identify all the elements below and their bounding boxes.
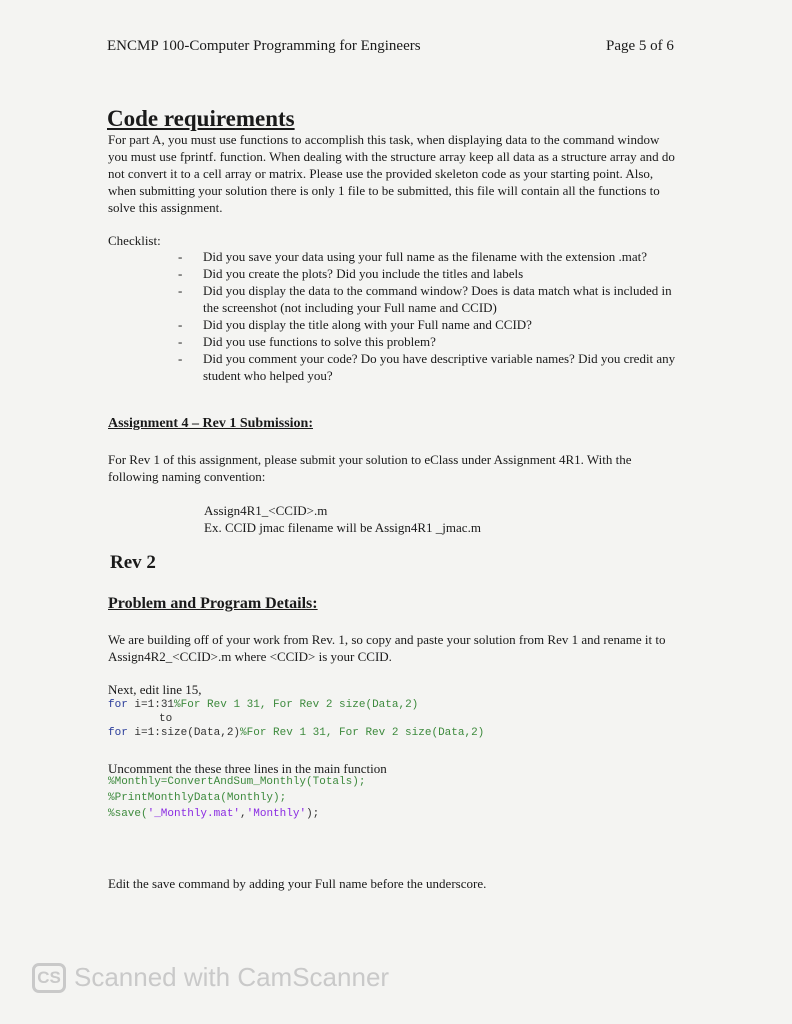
checklist-item: - Did you save your data using your full name as the filename with the extension .mat?	[178, 249, 648, 264]
code-keyword: for	[108, 699, 128, 711]
edit-line-instruction: Next, edit line 15,	[108, 682, 202, 697]
checklist-item: - Did you create the plots? Did you include the titles and labels	[178, 266, 524, 281]
commented-code-line: %Monthly=ConvertAndSum_Monthly(Totals);	[108, 776, 366, 788]
commented-code-line	[108, 808, 319, 821]
edit-save-instruction: Edit the save command by adding your Full name before the underscore.	[108, 876, 487, 891]
code-keyword: for	[108, 727, 128, 739]
code-to: to	[159, 713, 173, 725]
naming-pattern: Assign4R1_<CCID>.m	[204, 503, 328, 518]
code-comment: %For Rev 1 31, For Rev 2 size(Data,2)	[174, 699, 419, 711]
checklist-item: - Did you display the title along with your Full name and CCID?	[178, 317, 532, 332]
checklist-item: - Did you display the data to the command window? Does is data match what is included in the screenshot (not including your Full name and CCID)	[178, 283, 672, 315]
code-text: i=1:size(Data,2)	[127, 727, 241, 739]
commented-code-line: %PrintMonthlyData(Monthly);	[108, 792, 287, 804]
code-line-new	[108, 727, 484, 740]
code-line-original	[108, 699, 418, 712]
checklist-item-text: Did you use functions to solve this problem?	[203, 334, 436, 349]
code-requirements-paragraph: For part A, you must use functions to accomplish this task, when displaying data to the command window you must use fprintf. function. When dealing with the structure array keep all data as a structure array and do not convert it to a cell array or matrix. Please use the provided skeleton code as your starting point. Also, when submitting your solution there is only 1 file to be submitted, this file will contain all the functions to solve this assignment.	[108, 132, 675, 215]
rev2-paragraph: We are building off of your work from Rev. 1, so copy and paste your solution from Rev 1 and rename it to Assign4R2_<CCID>.m where <CCID> is your CCID.	[108, 632, 666, 664]
code-text: ,	[240, 808, 247, 820]
code-text: );	[306, 808, 320, 820]
header-page-number: Page 5 of 6	[606, 38, 674, 54]
checklist-item: - Did you use functions to solve this problem?	[178, 334, 436, 349]
camscanner-logo-icon: CS	[32, 963, 66, 993]
checklist-item: - Did you comment your code? Do you have descriptive variable names? Did you credit any student who helped you?	[178, 351, 676, 383]
assignment4-paragraph: For Rev 1 of this assignment, please submit your solution to eClass under Assignment 4R1. With the following naming convention:	[108, 452, 632, 484]
code-comment: %save(	[108, 808, 148, 820]
code-comment: %For Rev 1 31, For Rev 2 size(Data,2)	[240, 727, 485, 739]
camscanner-watermark	[32, 962, 389, 993]
checklist-item-text: Did you display the title along with your Full name and CCID?	[203, 317, 532, 332]
checklist-item-text: Did you create the plots? Did you include the titles and labels	[203, 266, 524, 281]
checklist-item-text: Did you comment your code? Do you have descriptive variable names? Did you credit any student who helped you?	[203, 351, 676, 383]
rev2-heading: Rev 2	[110, 552, 156, 573]
code-requirements-heading: Code requirements	[107, 106, 295, 131]
watermark-text: Scanned with CamScanner	[74, 962, 390, 992]
assignment4-heading: Assignment 4 – Rev 1 Submission:	[108, 416, 313, 431]
uncomment-instruction: Uncomment the these three lines in the main function	[108, 761, 387, 776]
naming-example: Ex. CCID jmac filename will be Assign4R1 _jmac.m	[204, 520, 481, 535]
problem-details-heading: Problem and Program Details:	[108, 595, 318, 612]
naming-convention	[204, 502, 481, 536]
checklist	[178, 248, 678, 384]
checklist-item-text: Did you save your data using your full name as the filename with the extension .mat?	[203, 249, 648, 264]
checklist-label: Checklist:	[108, 233, 161, 248]
code-string: 'Monthly'	[246, 808, 307, 820]
code-string: '_Monthly.mat'	[147, 808, 241, 820]
code-text: i=1:31	[127, 699, 175, 711]
header-course-title: ENCMP 100-Computer Programming for Engineers	[107, 38, 421, 54]
checklist-item-text: Did you display the data to the command window? Does is data match what is included in the screenshot (not including your Full name and CCID)	[203, 283, 672, 315]
